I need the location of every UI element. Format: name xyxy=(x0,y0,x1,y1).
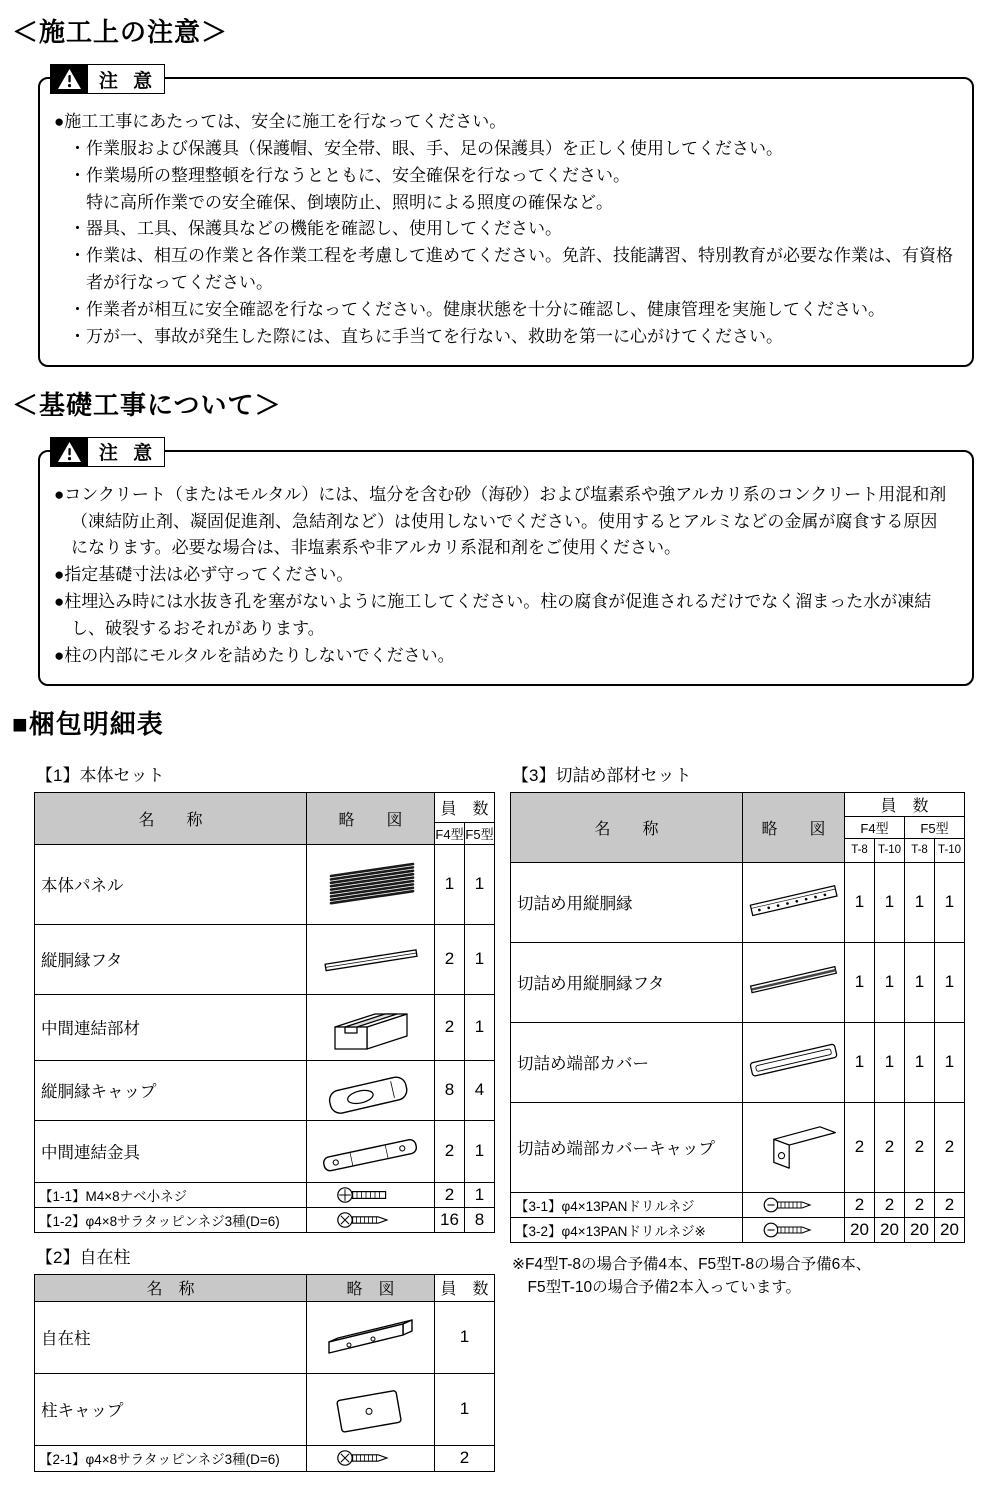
section3-title: ■梱包明細表 xyxy=(12,708,164,739)
part-name: 【3-1】φ4×13PANドリルネジ xyxy=(511,1192,743,1217)
notice-line: ・万が一、事故が発生した際には、直ちに手当てを行ない、救助を第一に心がけてください。 xyxy=(69,326,783,346)
qty-f4: 2 xyxy=(435,994,465,1060)
notice-line: ●柱埋込み時には水抜き孔を塞がないように施工してください。柱の腐食が促進されるだけでなく溜まった水が凍結し、破裂するおそれがあります。 xyxy=(54,592,932,639)
part-diagram xyxy=(307,1060,435,1120)
qty: 1 xyxy=(875,1022,905,1102)
qty-f5: 1 xyxy=(465,1120,495,1182)
part-diagram xyxy=(743,1022,845,1102)
caution-tag xyxy=(50,437,165,467)
qty: 2 xyxy=(875,1102,905,1192)
trim-end-cover-diagram-icon xyxy=(745,1031,843,1093)
part-name: 柱キャップ xyxy=(35,1373,307,1445)
qty: 20 xyxy=(935,1217,965,1242)
qty: 1 xyxy=(845,862,875,942)
part-diagram xyxy=(307,1373,435,1445)
table-row xyxy=(35,1182,495,1207)
col-header-qty: 員 数 xyxy=(435,1274,495,1301)
joint-bracket-diagram-icon xyxy=(315,1125,427,1177)
qty-f4: 2 xyxy=(435,1182,465,1207)
footnote-line: F5型T-10の場合予備2本入っています。 xyxy=(512,1279,801,1296)
qty-f4: 2 xyxy=(435,924,465,994)
qty: 1 xyxy=(935,862,965,942)
notice-line: ・作業服および保護具（保護帽、安全帯、眼、手、足の保護具）を正しく使用してください。 xyxy=(69,138,783,158)
trim-batten-diagram-icon xyxy=(745,871,843,933)
qty: 20 xyxy=(905,1217,935,1242)
part-diagram xyxy=(743,1192,845,1217)
qty: 1 xyxy=(435,1301,495,1373)
col-header-f4: F4型 xyxy=(435,822,465,844)
part-diagram xyxy=(307,1182,435,1207)
qty-f5: 8 xyxy=(465,1207,495,1232)
part-name: 【1-1】M4×8ナベ小ネジ xyxy=(35,1182,307,1207)
table-row xyxy=(35,1373,495,1445)
table-header-row xyxy=(35,1274,495,1301)
part-name: 縦胴縁フタ xyxy=(35,924,307,994)
notice-list-foundation xyxy=(54,482,954,670)
table-row xyxy=(511,1022,965,1102)
qty: 2 xyxy=(935,1102,965,1192)
part-name: 縦胴縁キャップ xyxy=(35,1060,307,1120)
qty: 1 xyxy=(905,1022,935,1102)
part-name: 切詰め端部カバーキャップ xyxy=(511,1102,743,1192)
section2-title: ＜基礎工事について＞ xyxy=(12,389,282,420)
col-header-diagram: 略 図 xyxy=(743,792,845,862)
tapping-screw-diagram-icon xyxy=(335,1448,407,1468)
caution-box-foundation xyxy=(38,443,974,686)
notice-line: 特に高所作業での安全確保、倒壊防止、照明による照度の確保など。 xyxy=(86,192,613,212)
qty: 2 xyxy=(935,1192,965,1217)
trim-batten-cover-diagram-icon xyxy=(745,951,843,1013)
qty-f5: 1 xyxy=(465,994,495,1060)
table-header-row xyxy=(35,792,495,822)
part-diagram xyxy=(307,1207,435,1232)
left-table-column xyxy=(34,751,496,1472)
col-header-t8: T-8 xyxy=(845,838,875,862)
table-trim-parts-set xyxy=(510,792,965,1243)
table-row xyxy=(35,1060,495,1120)
notice-line: ●柱の内部にモルタルを詰めたりしないでください。 xyxy=(54,645,455,665)
part-diagram xyxy=(743,1217,845,1242)
caution-box-construction xyxy=(38,70,974,367)
part-diagram xyxy=(307,1301,435,1373)
qty: 1 xyxy=(435,1373,495,1445)
col-header-qty: 員 数 xyxy=(845,792,965,816)
qty-f4: 2 xyxy=(435,1120,465,1182)
notice-line: ●施工工事にあたっては、安全に施工を行なってください。 xyxy=(54,112,507,131)
table3-footnote xyxy=(510,1253,968,1300)
qty: 1 xyxy=(875,862,905,942)
part-diagram xyxy=(307,1120,435,1182)
packing-tables xyxy=(12,751,986,1472)
part-name: 中間連結金具 xyxy=(35,1120,307,1182)
qty-f5: 1 xyxy=(465,1182,495,1207)
caution-tag xyxy=(50,64,165,94)
qty: 1 xyxy=(905,862,935,942)
qty: 2 xyxy=(875,1192,905,1217)
qty: 20 xyxy=(845,1217,875,1242)
notice-list-construction xyxy=(54,109,954,351)
qty: 1 xyxy=(845,1022,875,1102)
trim-end-cover-cap-diagram-icon xyxy=(745,1111,843,1183)
table-free-post xyxy=(34,1274,495,1472)
table-row xyxy=(511,1217,965,1242)
table-row xyxy=(35,994,495,1060)
table-row xyxy=(511,862,965,942)
qty: 20 xyxy=(875,1217,905,1242)
qty-f5: 4 xyxy=(465,1060,495,1120)
col-header-name: 名 称 xyxy=(35,792,307,844)
qty-f4: 16 xyxy=(435,1207,465,1232)
warning-icon xyxy=(51,438,88,466)
table2-label: 【2】自在柱 xyxy=(36,1247,131,1267)
qty: 2 xyxy=(845,1102,875,1192)
part-name: 切詰め用縦胴縁フタ xyxy=(511,942,743,1022)
col-header-t10: T-10 xyxy=(875,838,905,862)
caution-label: 注 意 xyxy=(98,70,158,92)
part-diagram xyxy=(743,1102,845,1192)
table-body-set xyxy=(34,792,495,1233)
table-row xyxy=(511,1192,965,1217)
part-diagram xyxy=(743,862,845,942)
part-diagram xyxy=(743,942,845,1022)
part-diagram xyxy=(307,1445,435,1471)
part-diagram xyxy=(307,994,435,1060)
qty-f5: 1 xyxy=(465,924,495,994)
table1-label: 【1】本体セット xyxy=(36,765,165,785)
table-header-row xyxy=(511,792,965,816)
pan-screw-diagram-icon xyxy=(335,1185,407,1205)
table3-label: 【3】切詰め部材セット xyxy=(512,765,692,785)
qty: 2 xyxy=(905,1102,935,1192)
table-row xyxy=(35,844,495,924)
notice-line: ●指定基礎寸法は必ず守ってください。 xyxy=(54,565,354,585)
part-name: 本体パネル xyxy=(35,844,307,924)
right-table-column xyxy=(510,751,968,1300)
part-name: 自在柱 xyxy=(35,1301,307,1373)
body-panel-diagram-icon xyxy=(315,855,427,913)
qty: 1 xyxy=(935,1022,965,1102)
table-row xyxy=(35,1445,495,1471)
qty: 1 xyxy=(845,942,875,1022)
section1-title: ＜施工上の注意＞ xyxy=(12,17,229,47)
qty-f4: 1 xyxy=(435,844,465,924)
col-header-f4: F4型 xyxy=(845,816,905,838)
col-header-diagram: 略 図 xyxy=(307,792,435,844)
part-name: 【1-2】φ4×8サラタッピンネジ3種(D=6) xyxy=(35,1207,307,1232)
notice-line: ・作業場所の整理整頓を行なうとともに、安全確保を行なってください。 xyxy=(69,165,630,185)
col-header-f5: F5型 xyxy=(465,822,495,844)
qty-f5: 1 xyxy=(465,844,495,924)
qty: 2 xyxy=(435,1445,495,1471)
drill-screw-diagram-icon xyxy=(762,1195,826,1215)
col-header-name: 名 称 xyxy=(511,792,743,862)
notice-line: ・器具、工具、保護具などの機能を確認し、使用してください。 xyxy=(69,219,562,239)
col-header-diagram: 略 図 xyxy=(307,1274,435,1301)
col-header-qty: 員 数 xyxy=(435,792,495,822)
col-header-f5: F5型 xyxy=(905,816,965,838)
qty: 1 xyxy=(905,942,935,1022)
table-row xyxy=(35,924,495,994)
col-header-t8: T-8 xyxy=(905,838,935,862)
part-diagram xyxy=(307,844,435,924)
qty: 2 xyxy=(845,1192,875,1217)
table-row xyxy=(35,1207,495,1232)
table-row xyxy=(35,1120,495,1182)
part-name: 切詰め端部カバー xyxy=(511,1022,743,1102)
part-name: 切詰め用縦胴縁 xyxy=(511,862,743,942)
part-diagram xyxy=(307,924,435,994)
table-row xyxy=(35,1301,495,1373)
qty: 2 xyxy=(905,1192,935,1217)
warning-icon xyxy=(51,65,88,93)
cap-plate-diagram-icon xyxy=(315,1064,427,1116)
drill-screw-diagram-icon xyxy=(762,1220,826,1240)
cover-strip-diagram-icon xyxy=(315,934,427,984)
tapping-screw-diagram-icon xyxy=(335,1210,407,1230)
part-name: 【2-1】φ4×8サラタッピンネジ3種(D=6) xyxy=(35,1445,307,1471)
footnote-line: ※F4型T-8の場合予備4本、F5型T-8の場合予備6本、 xyxy=(512,1255,872,1273)
post-cap-diagram-icon xyxy=(315,1381,427,1437)
part-name: 【3-2】φ4×13PANドリルネジ※ xyxy=(511,1217,743,1242)
free-post-diagram-icon xyxy=(315,1307,427,1367)
col-header-name: 名 称 xyxy=(35,1274,307,1301)
notice-line: ・作業は、相互の作業と各作業工程を考慮して進めてください。免許、技能講習、特別教育が必要な作業は、有資格者が行なってください。 xyxy=(69,246,953,293)
channel-joint-diagram-icon xyxy=(315,999,427,1055)
caution-label: 注 意 xyxy=(98,443,158,465)
qty: 1 xyxy=(935,942,965,1022)
table-row xyxy=(511,942,965,1022)
qty-f4: 8 xyxy=(435,1060,465,1120)
notice-line: ・作業者が相互に安全確認を行なってください。健康状態を十分に確認し、健康管理を実施してください。 xyxy=(69,300,885,320)
col-header-t10: T-10 xyxy=(935,838,965,862)
notice-line: ●コンクリート（またはモルタル）には、塩分を含む砂（海砂）および塩素系や強アルカリ系のコンクリート用混和剤（凍結防止剤、凝固促進剤、急結剤など）は使用しないでください。使用するとアルミなどの金属が腐食する原因になります。必要な場合は、非塩素系や非アルカリ系混和剤をご使用ください。 xyxy=(54,484,947,558)
part-name: 中間連結部材 xyxy=(35,994,307,1060)
qty: 1 xyxy=(875,942,905,1022)
table-row xyxy=(511,1102,965,1192)
